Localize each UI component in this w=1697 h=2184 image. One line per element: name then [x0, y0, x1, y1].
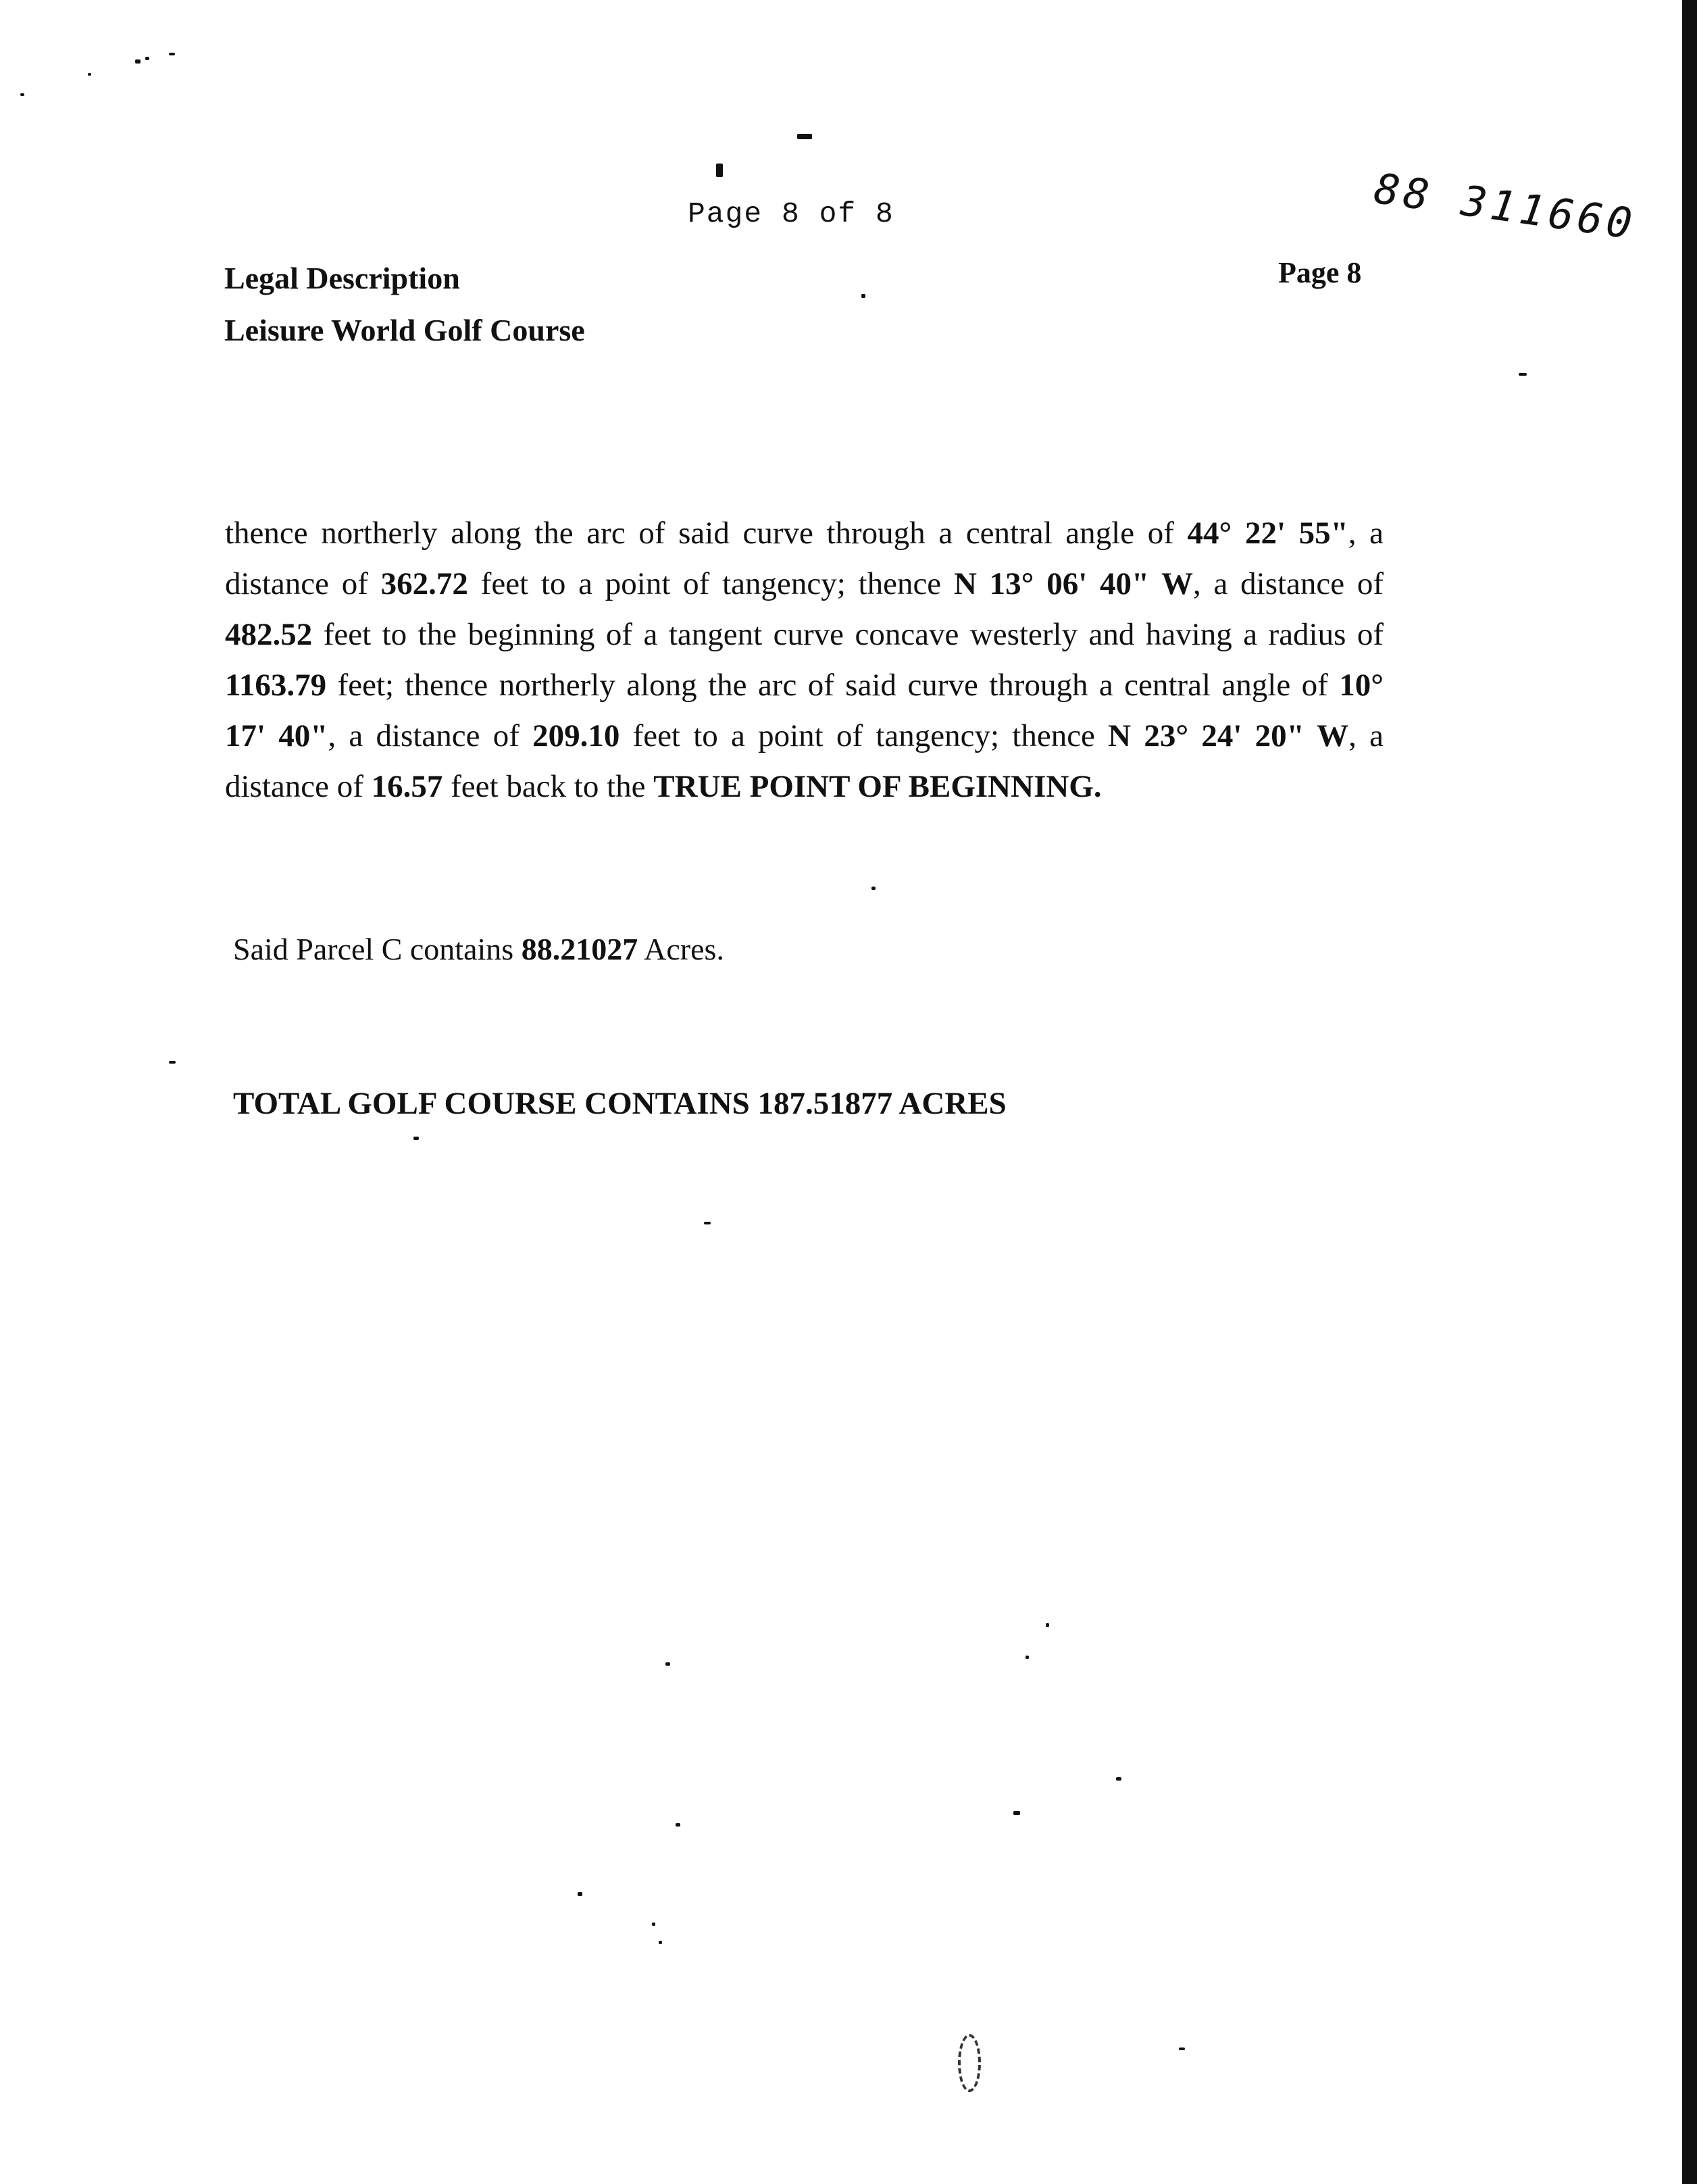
distance-value: 482.52: [225, 617, 313, 652]
distance-value: 209.10: [532, 718, 620, 753]
text-segment: feet back to the: [451, 769, 646, 804]
legal-description-paragraph: [225, 508, 1384, 812]
document-stamp-number: 88 311660: [1371, 164, 1640, 249]
scan-speck: [797, 134, 812, 139]
scan-speck: [135, 59, 141, 64]
total-acreage: TOTAL GOLF COURSE CONTAINS 187.51877 ACRES: [233, 1086, 1007, 1121]
scan-speck: [578, 1892, 582, 1896]
scan-speck: [1179, 2048, 1185, 2050]
scan-speck: [652, 1922, 655, 1926]
text-segment: feet; thence northerly along the arc of said curve through a central angle of: [337, 668, 1328, 703]
text-segment: feet to a point of tangency; thence: [632, 718, 1095, 753]
scan-speck: [871, 887, 876, 890]
scan-speck: [665, 1662, 670, 1666]
text-segment: , a distance of: [328, 718, 520, 753]
text-segment: , a distance of: [1193, 566, 1384, 601]
scan-speck: [88, 73, 91, 76]
page-label: Page 8: [1278, 256, 1362, 289]
text-segment: , a distance of: [225, 718, 1384, 804]
central-angle: 44° 22' 55": [1187, 516, 1348, 551]
scan-speck: [1116, 1777, 1121, 1781]
text-segment: , a distance of: [225, 516, 1384, 601]
radius-value: 1163.79: [225, 668, 327, 703]
scan-speck: [1013, 1811, 1020, 1815]
scan-speck: [716, 164, 723, 177]
scan-speck: [413, 1137, 419, 1140]
distance-value: 16.57: [371, 769, 443, 804]
page-counter: Page 8 of 8: [688, 197, 894, 230]
acreage-value: 88.21027: [521, 932, 638, 966]
text-segment: thence northerly along the arc of said curve through a central angle of: [225, 516, 1174, 551]
text-segment: feet to the beginning of a tangent curve concave westerly and having a radius of: [323, 617, 1384, 652]
distance-value: 362.72: [380, 566, 468, 601]
scan-speck: [861, 294, 865, 298]
central-angle: 10° 17' 40": [225, 668, 1384, 753]
scan-speck: [659, 1941, 662, 1944]
scan-speck: [20, 93, 24, 96]
scan-speck: [1025, 1656, 1029, 1659]
bearing: N 13° 06' 40" W: [953, 566, 1194, 601]
parcel-acreage: [233, 931, 724, 967]
document-title: Legal Description: [224, 261, 460, 295]
scan-speck: [676, 1823, 680, 1827]
scan-speck: [169, 1061, 176, 1064]
text-segment: Acres.: [644, 932, 724, 966]
scan-mark: [958, 2034, 981, 2092]
bearing: N 23° 24' 20" W: [1108, 718, 1349, 753]
true-point-of-beginning: TRUE POINT OF BEGINNING.: [653, 769, 1102, 804]
scan-speck: [1046, 1623, 1049, 1627]
scan-speck: [169, 53, 175, 55]
scan-speck: [1519, 373, 1527, 376]
scan-speck: [145, 57, 149, 60]
scan-speck: [704, 1222, 711, 1224]
document-subtitle: Leisure World Golf Course: [224, 313, 585, 347]
text-segment: feet to a point of tangency; thence: [480, 566, 942, 601]
text-segment: Said Parcel C contains: [233, 932, 514, 966]
scan-edge: [1682, 0, 1697, 2184]
